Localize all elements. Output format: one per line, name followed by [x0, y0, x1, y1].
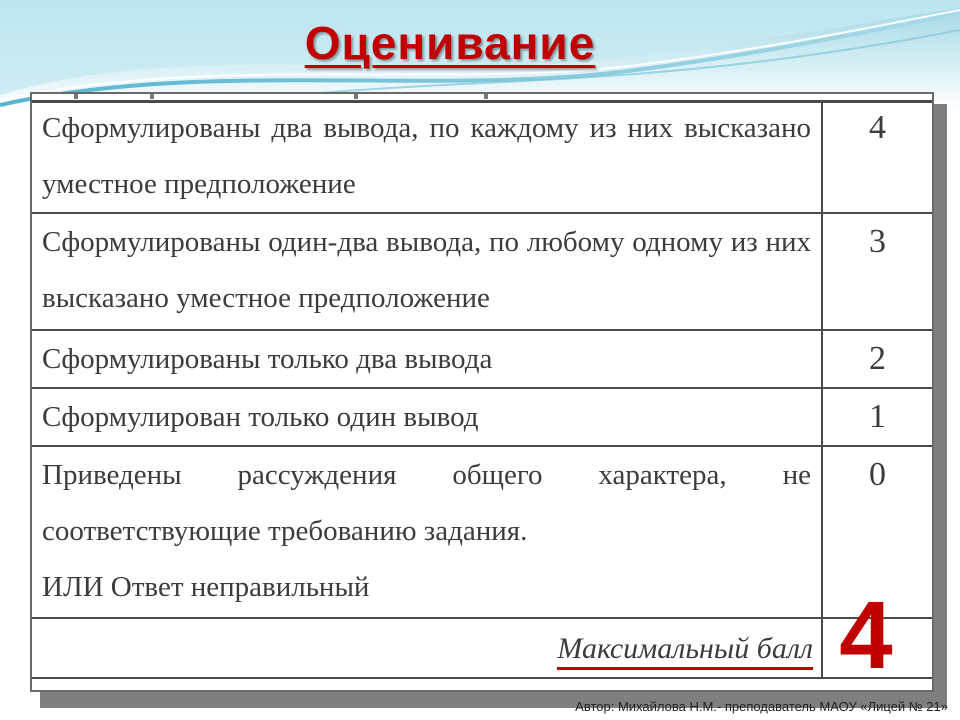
slide-title: Оценивание	[304, 17, 596, 69]
scoring-table-image	[30, 92, 934, 692]
table-row-max	[32, 618, 932, 678]
criteria-table	[32, 100, 932, 679]
criterion-score: 2	[822, 330, 932, 388]
criterion-description	[32, 446, 822, 618]
table-row	[32, 213, 932, 330]
criterion-score: 0	[822, 446, 932, 618]
criterion-description: Сформулированы только два вывода	[32, 330, 822, 388]
max-score-value: 4	[839, 582, 893, 689]
max-score-label	[32, 618, 822, 678]
criterion-description: Сформулирован только один вывод	[32, 388, 822, 446]
table-row	[32, 100, 932, 213]
max-score-label-text: Максимальный балл	[557, 632, 813, 670]
criterion-description: Сформулированы два вывода, по каждому из них высказано уместное предположение	[32, 100, 822, 213]
table-row	[32, 388, 932, 446]
criterion-description-line: ИЛИ Ответ неправильный	[42, 571, 370, 603]
criterion-description: Сформулированы один-два вывода, по любому одному из них высказано уместное предположение	[32, 213, 822, 330]
table-row	[32, 446, 932, 618]
table-row	[32, 330, 932, 388]
criterion-score: 1	[822, 388, 932, 446]
criterion-description-line: Приведены рассуждения общего характера, не соответствующие требованию задания.	[42, 459, 811, 547]
author-footer: Автор: Михайлова Н.М.- преподаватель МАОУ «Лицей № 21»	[575, 699, 948, 714]
criterion-score: 4	[822, 100, 932, 213]
criterion-score: 3	[822, 213, 932, 330]
